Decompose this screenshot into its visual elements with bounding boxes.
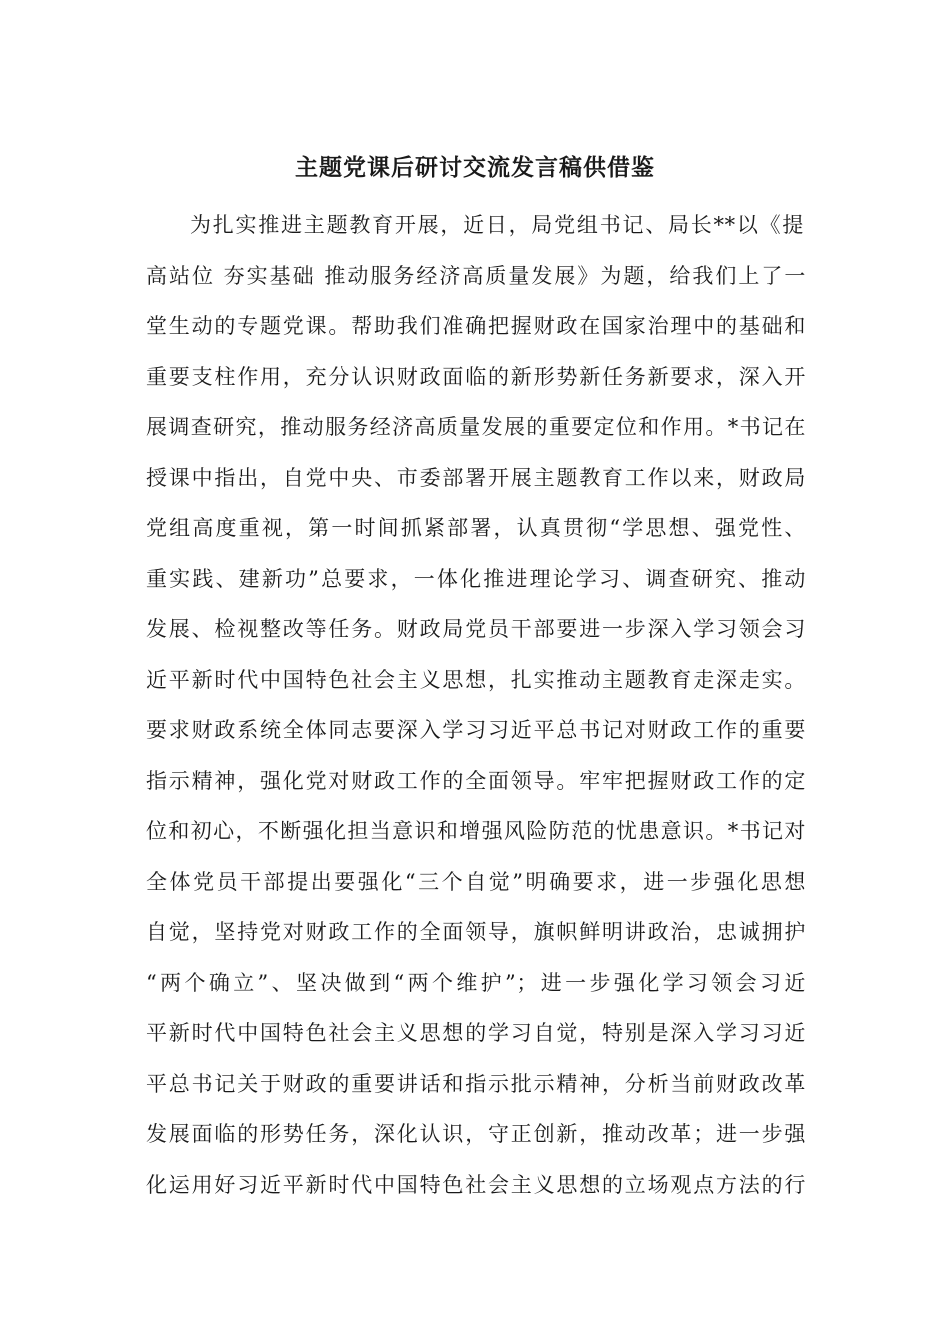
body-line: 指示精神，强化党对财政工作的全面领导。牢牢把握财政工作的定 [146, 768, 806, 793]
body-line: 重要支柱作用，充分认识财政面临的新形势新任务新要求，深入开 [146, 364, 806, 389]
body-line: 要求财政系统全体同志要深入学习习近平总书记对财政工作的重要 [146, 718, 806, 742]
body-line: “两个确立”、坚决做到“两个维护”；进一步强化学习领会习近 [146, 970, 806, 995]
body-line: 发展、检视整改等任务。财政局党员干部要进一步深入学习领会习 [146, 617, 806, 641]
body-line: 党组高度重视，第一时间抓紧部署，认真贯彻“学思想、强党性、 [146, 516, 806, 540]
document-body [146, 204, 806, 1214]
body-line: 高站位 夯实基础 推动服务经济高质量发展》为题，给我们上了一 [146, 263, 806, 288]
body-line: 展调查研究，推动服务经济高质量发展的重要定位和作用。*书记在 [146, 415, 806, 439]
body-line: 全体党员干部提出要强化“三个自觉”明确要求，进一步强化思想 [146, 869, 806, 894]
body-line: 自觉，坚持党对财政工作的全面领导，旗帜鲜明讲政治，忠诚拥护 [146, 920, 806, 944]
body-line: 堂生动的专题党课。帮助我们准确把握财政在国家治理中的基础和 [146, 314, 806, 338]
body-line: 化运用好习近平新时代中国特色社会主义思想的立场观点方法的行 [146, 1172, 806, 1197]
body-line: 为扎实推进主题教育开展，近日，局党组书记、局长**以《提 [190, 213, 804, 237]
document-title: 主题党课后研讨交流发言稿供借鉴 [295, 154, 655, 181]
body-line: 重实践、建新功”总要求，一体化推进理论学习、调查研究、推动 [146, 566, 806, 591]
body-line: 授课中指出，自党中央、市委部署开展主题教育工作以来，财政局 [146, 465, 806, 490]
body-line: 平总书记关于财政的重要讲话和指示批示精神，分析当前财政改革 [146, 1071, 806, 1096]
body-line: 位和初心，不断强化担当意识和增强风险防范的忧患意识。*书记对 [146, 819, 806, 843]
body-line: 平新时代中国特色社会主义思想的学习自觉，特别是深入学习习近 [146, 1021, 806, 1045]
body-line: 近平新时代中国特色社会主义思想，扎实推动主题教育走深走实。 [146, 667, 806, 692]
body-line: 发展面临的形势任务，深化认识，守正创新，推动改革；进一步强 [146, 1122, 806, 1146]
